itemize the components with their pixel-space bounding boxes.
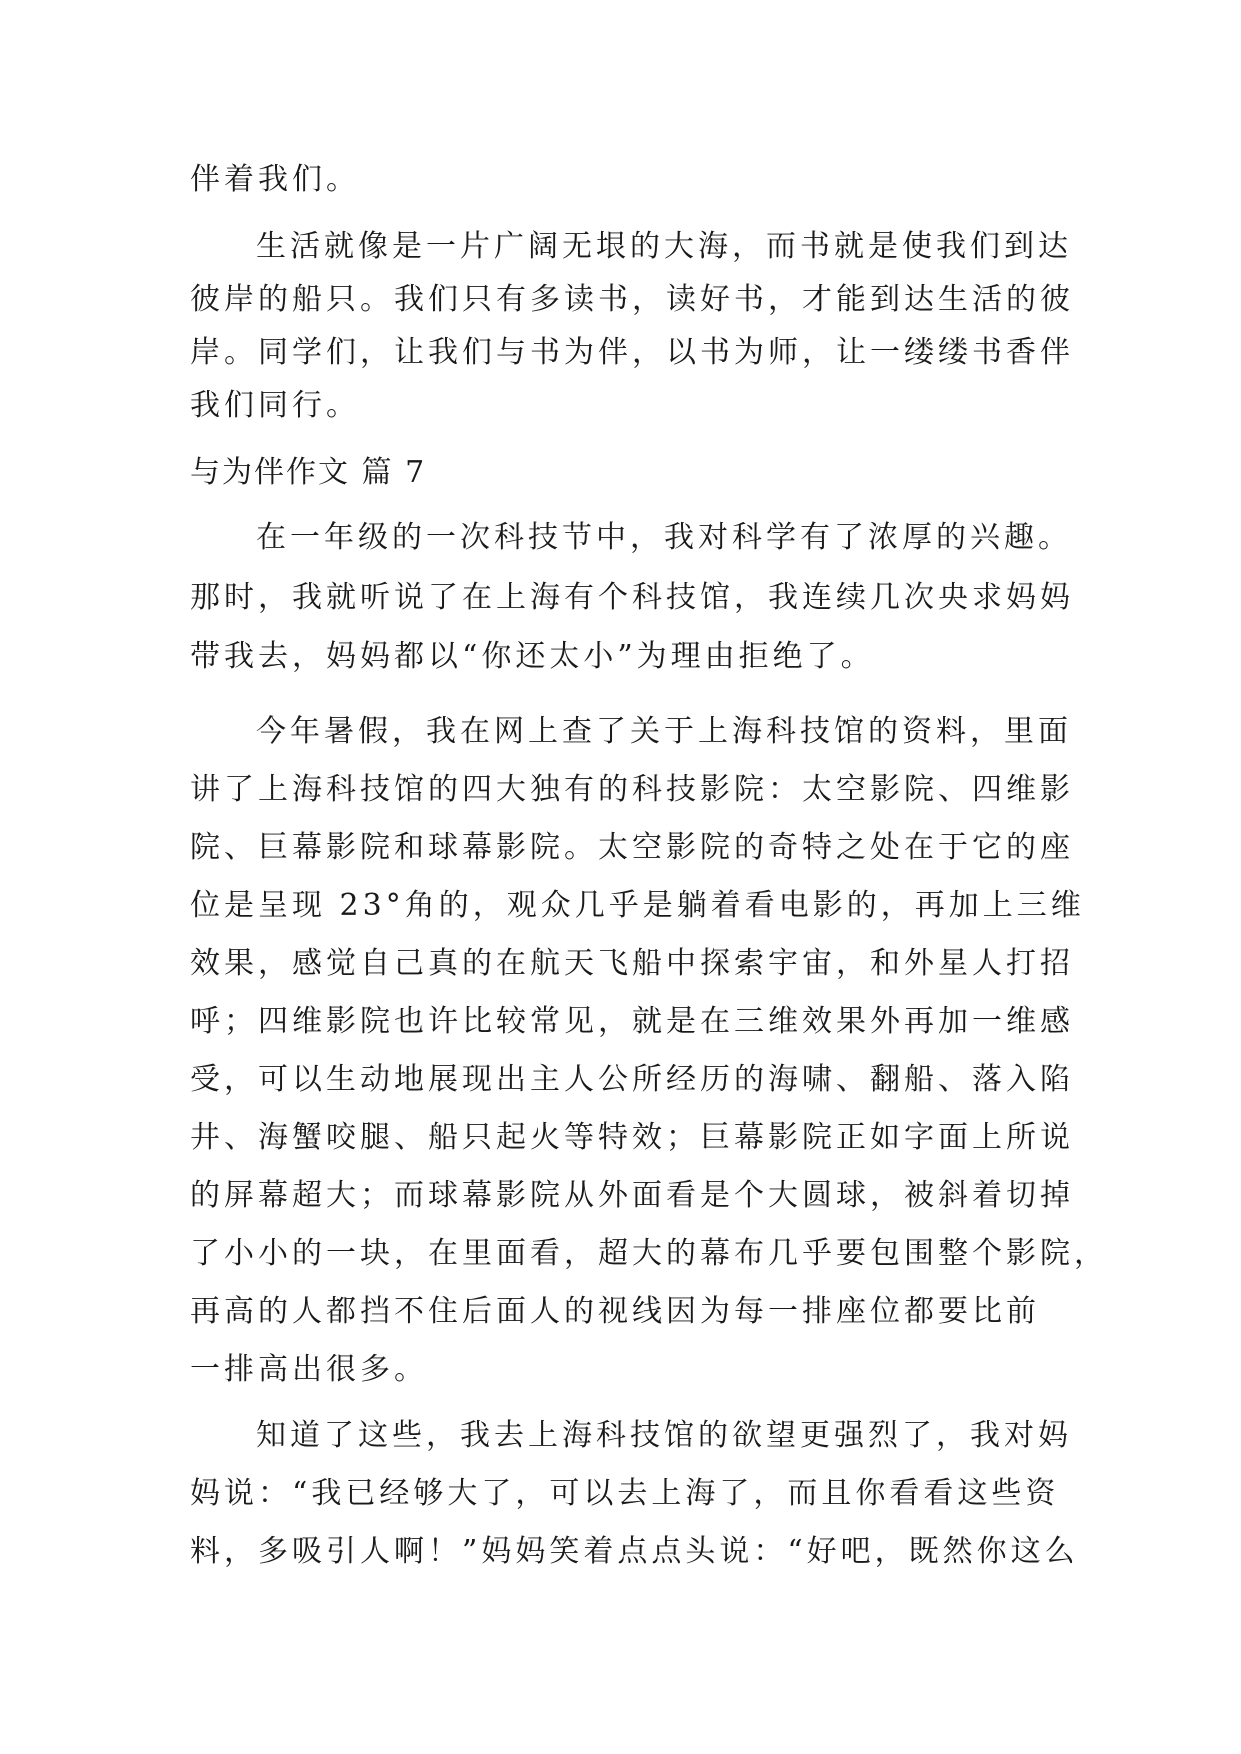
- text-line: 井、海蟹咬腿、船只起火等特效；巨幕影院正如字面上所说: [190, 1120, 1074, 1155]
- text-line: 院、巨幕影院和球幕影院。太空影院的奇特之处在于它的座: [190, 830, 1074, 865]
- text-line: 带我去，妈妈都以“你还太小”为理由拒绝了。: [190, 639, 875, 674]
- text-line: 一排高出很多。: [190, 1352, 428, 1387]
- text-line: 岸。同学们，让我们与书为伴，以书为师，让一缕缕书香伴: [190, 335, 1074, 370]
- text-line: 呼；四维影院也许比较常见，就是在三维效果外再加一维感: [190, 1004, 1074, 1039]
- text-line: 料，多吸引人啊！”妈妈笑着点点头说：“好吧，既然你这么: [190, 1534, 1079, 1569]
- text-line: 那时，我就听说了在上海有个科技馆，我连续几次央求妈妈: [190, 580, 1074, 615]
- paragraph-first-line: 今年暑假，我在网上查了关于上海科技馆的资料，里面: [256, 714, 1072, 749]
- text-line: 妈说：“我已经够大了，可以去上海了，而且你看看这些资: [190, 1476, 1060, 1511]
- text-line: 我们同行。: [190, 388, 360, 423]
- text-line: 位是呈现 23°角的，观众几乎是躺着看电影的，再加上三维: [190, 888, 1085, 923]
- paragraph-first-line: 知道了这些，我去上海科技馆的欲望更强烈了，我对妈: [256, 1418, 1072, 1453]
- text-line: 讲了上海科技馆的四大独有的科技影院：太空影院、四维影: [190, 772, 1074, 807]
- text-line: 伴着我们。: [190, 162, 360, 197]
- text-line: 彼岸的船只。我们只有多读书，读好书，才能到达生活的彼: [190, 282, 1074, 317]
- paragraph-first-line: 生活就像是一片广阔无垠的大海，而书就是使我们到达: [256, 229, 1072, 264]
- text-line: 再高的人都挡不住后面人的视线因为每一排座位都要比前: [190, 1294, 1040, 1329]
- text-line: 效果，感觉自己真的在航天飞船中探索宇宙，和外星人打招: [190, 946, 1074, 981]
- section-heading: 与为伴作文 篇 7: [190, 455, 427, 490]
- text-line: 的屏幕超大；而球幕影院从外面看是个大圆球，被斜着切掉: [190, 1178, 1074, 1213]
- text-line: 受，可以生动地展现出主人公所经历的海啸、翻船、落入陷: [190, 1062, 1074, 1097]
- text-line: 了小小的一块，在里面看，超大的幕布几乎要包围整个影院，: [190, 1236, 1108, 1271]
- paragraph-first-line: 在一年级的一次科技节中，我对科学有了浓厚的兴趣。: [256, 520, 1072, 555]
